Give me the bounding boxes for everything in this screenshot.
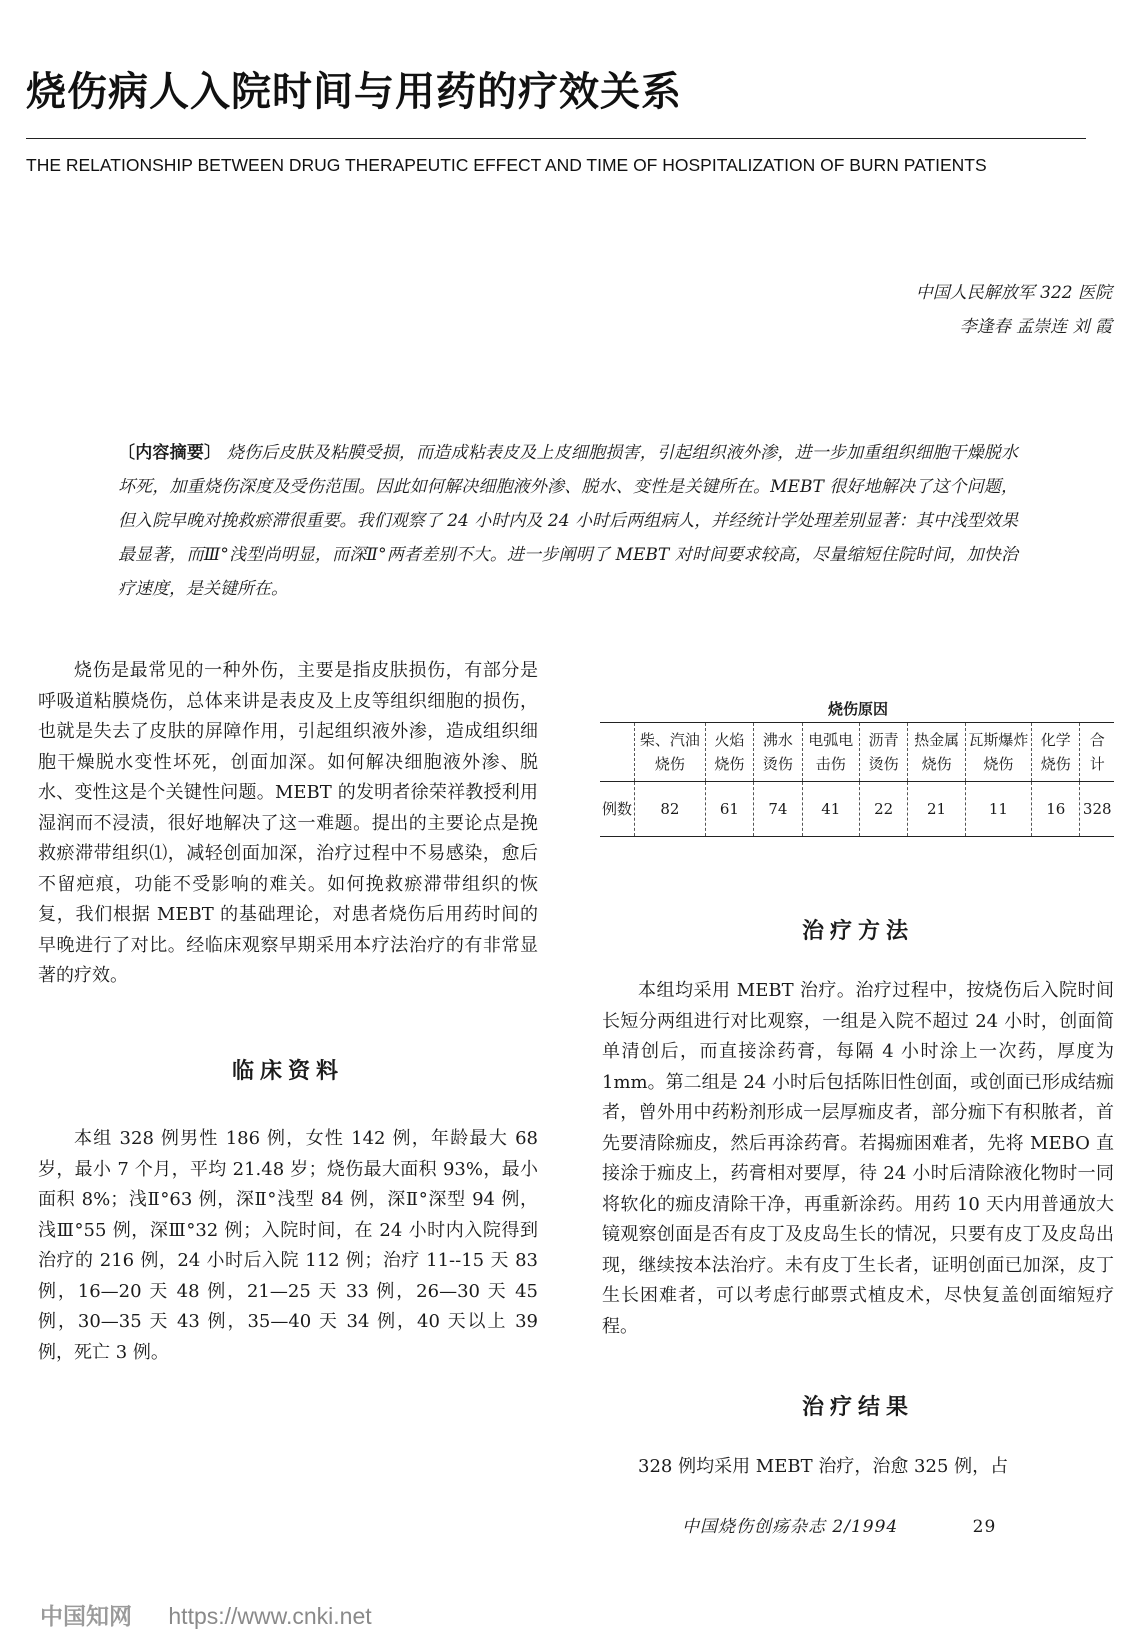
page-number: 29: [972, 1517, 997, 1537]
institution: 中国人民解放军 322 医院: [915, 283, 1112, 303]
table-header-cell: 热金属烧伤: [908, 723, 965, 782]
clinical-paragraph: 本组 328 例男性 186 例，女性 142 例，年龄最大 68 岁，最小 7 个月，平均 21.48 岁；烧伤最大面积 93%，最小面积 8%；浅Ⅱ°63 例，深Ⅱ°浅型 84 例，深Ⅱ°深型 94 例，浅Ⅲ°55 例，深Ⅲ°32 例；入院时间，在 24 小时内入院得到治疗的 216 例，24 小时后入院 112 例；治疗 11--15 天 83 例，16—20 天 48 例，21—25 天 33 例，26—30 天 45 例，30—35 天 43 例，35—40 天 34 例，40 天以上 39 例，死亡 3 例。: [38, 1128, 538, 1363]
section-heading-clinical: 临床资料: [231, 1059, 344, 1084]
table-cell: 22: [859, 782, 907, 837]
table-caption: 烧伤原因: [827, 700, 888, 718]
cnki-logo: 中国知网: [40, 1604, 132, 1630]
table-header-cell: 火焰烧伤: [705, 723, 753, 782]
english-title: THE RELATIONSHIP BETWEEN DRUG THERAPEUTIC EFFECT AND TIME OF HOSPITALIZATION OF BURN PATIENTS: [26, 155, 987, 175]
abstract-label: 〔内容摘要〕: [118, 443, 222, 463]
table-header-row: [600, 723, 1114, 782]
table-header-cell: 沥青烫伤: [859, 723, 907, 782]
table-cell: 11: [965, 782, 1031, 837]
table-header-cell: 合计: [1080, 723, 1114, 782]
table-cell: 328: [1080, 782, 1114, 837]
table-header-cell: 沸水烫伤: [754, 723, 802, 782]
page-footer: [682, 1512, 996, 1537]
table-row: [600, 782, 1114, 837]
table-cell: 21: [908, 782, 965, 837]
title-divider: [26, 138, 1086, 139]
table-cell: 41: [802, 782, 859, 837]
table-corner-cell: [600, 723, 635, 782]
abstract: [118, 436, 1018, 606]
table-cell: 82: [635, 782, 706, 837]
article-title: 烧伤病人入院时间与用药的疗效关系: [26, 69, 682, 115]
method-paragraph: 本组均采用 MEBT 治疗。治疗过程中，按烧伤后入院时间长短分两组进行对比观察，一组是入院不超过 24 小时，创面简单清创后，而直接涂药膏，每隔 4 小时涂上一次药，厚度为 1mm。第二组是 24 小时后包括陈旧性创面，或创面已形成结痂者，曾外用中药粉剂形成一层厚痂皮者，部分痂下有积脓者，首先要清除痂皮，然后再涂药膏。若揭痂困难者，先将 MEBO 直接涂于痂皮上，药膏相对要厚，待 24 小时后清除液化物时一同将软化的痂皮清除干净，再重新涂药。用药 10 天内用普通放大镜观察创面是否有皮丁及皮岛生长的情况，只要有皮丁及皮岛出现，继续按本法治疗。未有皮丁生长者，证明创面已加深，皮丁生长困难者，可以考虑行邮票式植皮术，尽快复盖创面缩短疗程。: [602, 980, 1114, 1337]
cnki-watermark: [40, 1598, 372, 1631]
table-header-cell: 化学烧伤: [1032, 723, 1080, 782]
results-paragraph: 328 例均采用 MEBT 治疗，治愈 325 例，占: [638, 1456, 1009, 1477]
section-heading-method: 治疗方法: [801, 919, 914, 944]
section-heading-results: 治疗结果: [801, 1395, 914, 1420]
table-header-cell: 瓦斯爆炸烧伤: [965, 723, 1031, 782]
author-affiliation: [916, 276, 1112, 344]
table-header-cell: 电弧电击伤: [802, 723, 859, 782]
table-header-cell: 柴、汽油烧伤: [635, 723, 706, 782]
table-cell: 74: [754, 782, 802, 837]
cnki-url[interactable]: https://www.cnki.net: [168, 1603, 372, 1629]
authors: 李逢春 孟崇连 刘 霞: [959, 317, 1112, 337]
table-row-label: 例数: [602, 800, 633, 818]
burn-cause-table: [600, 722, 1114, 837]
abstract-text: 烧伤后皮肤及粘膜受损，而造成粘表皮及上皮细胞损害，引起组织液外渗，进一步加重组织细胞干燥脱水坏死，加重烧伤深度及受伤范围。因此如何解决细胞液外渗、脱水、变性是关键所在。MEBT 很好地解决了这个问题，但入院早晚对挽救瘀滞很重要。我们观察了 24 小时内及 24 小时后两组病人，并经统计学处理差别显著：其中浅型效果最显著，而Ⅲ°浅型尚明显，而深Ⅱ°两者差别不大。进一步阐明了 MEBT 对时间要求较高，尽量缩短住院时间，加快治疗速度，是关键所在。: [118, 443, 1019, 599]
intro-paragraph: 烧伤是最常见的一种外伤，主要是指皮肤损伤，有部分是呼吸道粘膜烧伤，总体来讲是表皮及上皮等组织细胞的损伤，也就是失去了皮肤的屏障作用，引起组织液外渗，造成组织细胞干燥脱水变性坏死，创面加深。如何解决细胞液外渗、脱水、变性这是个关键性问题。MEBT 的发明者徐荣祥教授利用湿润而不浸渍，很好地解决了这一难题。提出的主要论点是挽救瘀滞带组织⑴，减轻创面加深，治疗过程中不易感染，愈后不留疤痕，功能不受影响的难关。如何挽救瘀滞带组织的恢复，我们根据 MEBT 的基础理论，对患者烧伤后用药时间的早晚进行了对比。经临床观察早期采用本疗法治疗的有非常显著的疗效。: [38, 660, 538, 986]
journal-name: 中国烧伤创疡杂志 2/1994: [682, 1517, 899, 1537]
table-cell: 16: [1032, 782, 1080, 837]
table-cell: 61: [705, 782, 753, 837]
